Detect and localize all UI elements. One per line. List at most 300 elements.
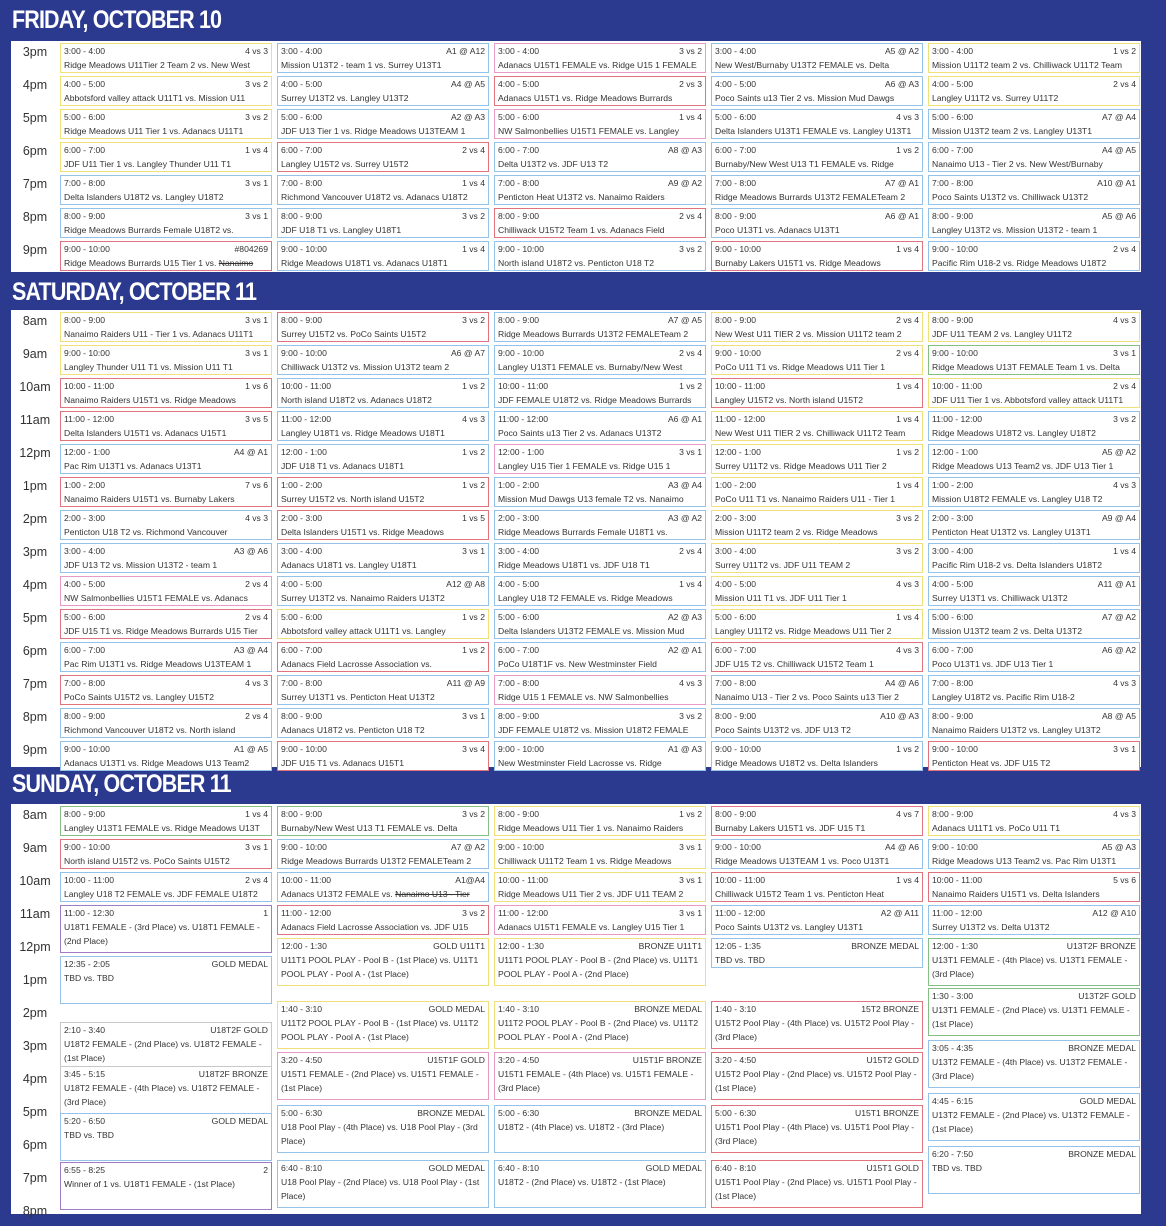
game-header	[64, 906, 268, 920]
game-description: Adanacs U13T1 vs. Ridge Meadows U13 Team2	[64, 758, 250, 768]
game-time: 4:45 - 6:15	[932, 1096, 974, 1106]
game-header	[498, 676, 702, 690]
game-description: JDF U15 T1 vs. Adanacs U15T1	[281, 758, 405, 768]
game-matchup-code: A8 @ A3	[667, 145, 702, 155]
game-cell	[277, 444, 489, 474]
game-teams	[932, 1003, 1136, 1031]
game-teams	[715, 223, 919, 237]
game-teams	[715, 1120, 919, 1148]
game-header	[281, 1053, 485, 1067]
game-header	[64, 143, 268, 157]
game-description: Adanacs Field Lacrosse Association vs. JDF U15	[281, 922, 469, 932]
game-header	[498, 478, 702, 492]
game-description: Winner of 1 vs. U18T1 FEMALE - (1st Place)	[64, 1179, 235, 1189]
game-teams	[64, 525, 268, 539]
game-time: 10:00 - 11:00	[281, 875, 332, 885]
game-description: U15T1 FEMALE - (2nd Place) vs. U15T1 FEMALE - (1st Place)	[281, 1069, 479, 1093]
game-cell	[277, 543, 489, 573]
game-time: 3:00 - 4:00	[64, 46, 106, 56]
game-matchup-code: A6 @ A2	[1101, 645, 1136, 655]
time-label: 6pm	[22, 1138, 48, 1152]
game-header	[64, 709, 268, 723]
game-cell	[928, 576, 1140, 606]
game-header	[715, 478, 919, 492]
time-label: 4pm	[22, 1072, 48, 1086]
game-description: Adanacs U15T1 FEMALE vs. Langley U15 Tier 1	[498, 922, 685, 932]
game-cell	[60, 872, 272, 902]
game-description: Ridge Meadows U11 Tier 1 vs. Nanaimo Raiders	[498, 823, 684, 833]
game-teams	[715, 91, 919, 105]
game-cell	[928, 175, 1140, 205]
time-label: 8pm	[22, 1204, 48, 1218]
game-matchup-code: 3 vs 2	[245, 79, 268, 89]
game-teams	[498, 690, 702, 704]
game-description: PoCo U18T1F vs. New Westminster Field	[498, 659, 657, 669]
game-matchup-code: 4 vs 3	[1113, 678, 1136, 688]
game-header	[932, 544, 1136, 558]
game-teams	[64, 756, 268, 770]
game-teams	[932, 124, 1136, 138]
game-teams	[715, 591, 919, 605]
game-header	[932, 1147, 1136, 1161]
game-time: 3:00 - 4:00	[498, 46, 540, 56]
game-description: NW Salmonbellies U15T1 FEMALE vs. Langley	[498, 126, 680, 136]
game-header	[498, 143, 702, 157]
game-cell	[711, 241, 923, 271]
game-cell	[928, 378, 1140, 408]
game-time: 8:00 - 9:00	[715, 711, 757, 721]
game-header	[715, 906, 919, 920]
game-teams	[64, 256, 268, 270]
game-teams	[64, 971, 268, 985]
game-description: Langley U15 Tier 1 FEMALE vs. Ridge U15 1	[498, 461, 671, 471]
game-matchup-code: 4 vs 3	[896, 645, 919, 655]
game-teams	[281, 1120, 485, 1148]
game-description: Adanacs U18T2 vs. Penticton U18 T2	[281, 725, 425, 735]
game-time: 11:00 - 12:30	[64, 908, 115, 918]
game-teams	[64, 854, 268, 868]
game-teams	[715, 1175, 919, 1203]
game-header	[498, 209, 702, 223]
game-cell	[277, 208, 489, 238]
game-time: 2:00 - 3:00	[498, 513, 540, 523]
game-header	[64, 1114, 268, 1128]
game-time: 8:00 - 9:00	[498, 711, 540, 721]
game-description: Ridge Meadows U13TEAM 1 vs. Poco U13T1	[715, 856, 890, 866]
game-teams	[932, 657, 1136, 671]
game-description: Adanacs U15T1 vs. Ridge Meadows Burrards	[498, 93, 673, 103]
game-cell	[277, 839, 489, 869]
game-cell	[494, 905, 706, 935]
game-cell	[928, 312, 1140, 342]
game-teams	[281, 723, 485, 737]
game-description: Adanacs U13T2 FEMALE vs.	[281, 889, 396, 899]
game-matchup-code: 3 vs 2	[1113, 414, 1136, 424]
game-cell	[711, 208, 923, 238]
game-teams	[498, 1067, 702, 1095]
game-matchup-code: A11 @ A9	[446, 678, 485, 688]
game-header	[715, 346, 919, 360]
game-header	[64, 610, 268, 624]
game-matchup-code: 4 vs 3	[896, 112, 919, 122]
game-teams	[498, 426, 702, 440]
game-cell	[928, 806, 1140, 836]
game-header	[498, 1002, 702, 1016]
game-teams	[932, 887, 1136, 901]
game-time: 9:00 - 10:00	[64, 244, 110, 254]
game-header	[715, 313, 919, 327]
game-cell	[711, 675, 923, 705]
game-cell	[494, 576, 706, 606]
game-description: Poco U13T1 vs. Adanacs U13T1	[715, 225, 840, 235]
game-header	[64, 511, 268, 525]
game-matchup-code: U15T1F GOLD	[427, 1055, 485, 1065]
struck-text: Nanaimo U13 - Tier	[395, 889, 470, 899]
game-cell	[711, 444, 923, 474]
game-time: 4:00 - 5:00	[281, 579, 323, 589]
game-time: 6:40 - 8:10	[281, 1163, 323, 1173]
game-description: Adanacs Field Lacrosse Association vs.	[281, 659, 432, 669]
game-description: Delta Islanders U15T1 vs. Adanacs U15T1	[64, 428, 227, 438]
game-matchup-code: 1 vs 4	[896, 875, 919, 885]
game-teams	[932, 360, 1136, 374]
game-cell	[494, 411, 706, 441]
game-teams	[498, 723, 702, 737]
game-teams	[64, 624, 268, 638]
game-header	[281, 610, 485, 624]
game-cell	[277, 142, 489, 172]
game-time: 5:00 - 6:00	[64, 112, 106, 122]
game-matchup-code: BRONZE MEDAL	[1068, 1149, 1136, 1159]
game-description: Delta Islanders U18T2 vs. Langley U18T2	[64, 192, 224, 202]
game-description: Surrey U15T2 vs. PoCo Saints U15T2	[281, 329, 427, 339]
game-header	[64, 445, 268, 459]
game-description: Ridge Meadows U18T2 vs. Delta Islanders	[715, 758, 878, 768]
time-label: 4pm	[22, 78, 48, 92]
game-teams	[281, 459, 485, 473]
game-description: Burnaby Lakers U15T1 vs. JDF U15 T1	[715, 823, 866, 833]
game-time: 12:00 - 1:00	[281, 447, 327, 457]
game-teams	[932, 327, 1136, 341]
game-matchup-code: 3 vs 1	[245, 178, 268, 188]
game-description: Poco U13T1 vs. JDF U13 Tier 1	[932, 659, 1054, 669]
time-label: 4pm	[22, 578, 48, 592]
game-header	[64, 577, 268, 591]
game-matchup-code: 2 vs 4	[462, 145, 485, 155]
game-time: 7:00 - 8:00	[715, 178, 757, 188]
game-header	[498, 577, 702, 591]
game-time: 12:35 - 2:05	[64, 959, 110, 969]
game-header	[715, 445, 919, 459]
game-time: 12:00 - 1:00	[498, 447, 544, 457]
game-cell	[60, 345, 272, 375]
game-time: 7:00 - 8:00	[498, 178, 540, 188]
game-header	[281, 840, 485, 854]
game-header	[498, 77, 702, 91]
game-matchup-code: 1 vs 2	[896, 744, 919, 754]
game-teams	[715, 124, 919, 138]
game-teams	[932, 821, 1136, 835]
day-panel	[11, 310, 1141, 767]
game-matchup-code: A6 @ A7	[450, 348, 485, 358]
game-matchup-code: 1 vs 4	[245, 809, 268, 819]
game-teams	[932, 223, 1136, 237]
game-header	[281, 242, 485, 256]
game-teams	[281, 157, 485, 171]
game-time: 9:00 - 10:00	[715, 348, 761, 358]
game-header	[498, 412, 702, 426]
game-time: 9:00 - 10:00	[932, 348, 978, 358]
game-description: Burnaby Lakers U15T1 vs. Ridge Meadows	[715, 258, 881, 268]
game-teams	[715, 1067, 919, 1095]
game-time: 3:00 - 4:00	[281, 546, 323, 556]
game-matchup-code: 3 vs 5	[245, 414, 268, 424]
game-time: 8:00 - 9:00	[281, 315, 323, 325]
game-description: Chilliwack U13T2 vs. Mission U13T2 team 2	[281, 362, 450, 372]
game-matchup-code: 3 vs 2	[245, 112, 268, 122]
game-header	[281, 44, 485, 58]
game-teams	[932, 157, 1136, 171]
game-cell	[928, 510, 1140, 540]
game-time: 11:00 - 12:00	[932, 414, 983, 424]
game-description: Adanacs U15T1 FEMALE vs. Ridge U15 1 FEMALE	[498, 60, 697, 70]
game-description: New West U11 TIER 2 vs. Chilliwack U11T2 Team	[715, 428, 906, 438]
game-matchup-code: 3 vs 1	[679, 842, 702, 852]
game-cell	[711, 543, 923, 573]
game-description: Adanacs U18T1 vs. Langley U18T1	[281, 560, 417, 570]
game-cell	[928, 905, 1140, 935]
game-cell	[928, 411, 1140, 441]
time-label: 8pm	[22, 210, 48, 224]
game-cell	[60, 411, 272, 441]
game-teams	[281, 223, 485, 237]
game-teams	[281, 690, 485, 704]
game-cell	[711, 477, 923, 507]
game-cell	[711, 175, 923, 205]
game-header	[932, 44, 1136, 58]
game-cell	[60, 1022, 272, 1070]
game-matchup-code: A7 @ A1	[884, 178, 919, 188]
game-teams	[932, 756, 1136, 770]
game-cell	[60, 43, 272, 73]
time-label: 5pm	[22, 611, 48, 625]
game-time: 9:00 - 10:00	[281, 348, 327, 358]
game-cell	[494, 477, 706, 507]
game-teams	[932, 920, 1136, 934]
game-description: Delta Islanders U13T2 FEMALE vs. Mission Mud	[498, 626, 685, 636]
game-header	[64, 873, 268, 887]
game-cell	[494, 938, 706, 986]
game-cell	[494, 741, 706, 771]
time-label: 6pm	[22, 144, 48, 158]
game-teams	[932, 525, 1136, 539]
game-teams	[64, 1128, 268, 1142]
game-header	[932, 110, 1136, 124]
game-cell	[494, 1160, 706, 1208]
game-description: U15T2 Pool Play - (2nd Place) vs. U15T2 Pool Play - (1st Place)	[715, 1069, 917, 1093]
game-matchup-code: 2 vs 4	[1113, 244, 1136, 254]
time-label: 1pm	[22, 973, 48, 987]
game-matchup-code: 4 vs 3	[245, 513, 268, 523]
game-time: 12:05 - 1:35	[715, 941, 761, 951]
game-cell	[60, 609, 272, 639]
game-header	[498, 445, 702, 459]
game-cell	[928, 609, 1140, 639]
game-matchup-code: 3 vs 2	[462, 809, 485, 819]
game-description: Nanaimo U13 - Tier 2 vs. New West/Burnaby	[932, 159, 1103, 169]
game-matchup-code: A12 @ A8	[446, 579, 485, 589]
game-matchup-code: 3 vs 1	[1113, 348, 1136, 358]
game-description: Poco Saints U13T2 vs. JDF U13 T2	[715, 725, 851, 735]
game-time: 6:00 - 7:00	[715, 645, 757, 655]
game-cell	[928, 1040, 1140, 1088]
game-cell	[494, 872, 706, 902]
game-matchup-code: 3 vs 1	[245, 211, 268, 221]
game-cell	[711, 938, 923, 968]
game-description: Surrey U15T2 vs. North island U15T2	[281, 494, 425, 504]
game-header	[715, 77, 919, 91]
game-matchup-code: A1@A4	[455, 875, 485, 885]
game-time: 7:00 - 8:00	[281, 178, 323, 188]
game-header	[498, 840, 702, 854]
game-cell	[277, 477, 489, 507]
game-teams	[64, 920, 268, 948]
game-description: JDF FEMALE U18T2 vs. Ridge Meadows Burrards	[498, 395, 692, 405]
struck-text: Nanaimo	[218, 258, 254, 268]
game-description: Mission U13T2 team 2 vs. Delta U13T2	[932, 626, 1082, 636]
game-header	[932, 445, 1136, 459]
game-time: 11:00 - 12:00	[932, 908, 983, 918]
game-teams	[498, 821, 702, 835]
game-time: 6:40 - 8:10	[498, 1163, 540, 1173]
game-teams	[64, 223, 268, 237]
game-cell	[494, 444, 706, 474]
game-description: Ridge Meadows U18T1 vs. JDF U18 T1	[498, 560, 650, 570]
game-teams	[715, 887, 919, 901]
game-teams	[498, 854, 702, 868]
game-cell	[60, 241, 272, 271]
game-description: Ridge Meadows U11 Tier 2 vs. JDF U11 TEAM 2	[498, 889, 684, 899]
game-teams	[281, 1016, 485, 1044]
game-matchup-code: 1 vs 4	[245, 145, 268, 155]
game-cell	[60, 444, 272, 474]
game-matchup-code: A4 @ A1	[233, 447, 268, 457]
game-description: JDF FEMALE U18T2 vs. Mission U18T2 FEMALE	[498, 725, 689, 735]
game-time: 8:00 - 9:00	[498, 315, 540, 325]
game-time: 5:00 - 6:00	[64, 612, 106, 622]
game-cell	[60, 576, 272, 606]
game-matchup-code: 1 vs 2	[679, 381, 702, 391]
game-time: 7:00 - 8:00	[932, 178, 974, 188]
game-cell	[494, 642, 706, 672]
game-cell	[60, 1066, 272, 1114]
game-description: PoCo Saints U15T2 vs. Langley U15T2	[64, 692, 214, 702]
game-matchup-code: 3 vs 2	[679, 711, 702, 721]
game-matchup-code: #804269	[234, 244, 268, 254]
game-time: 1:00 - 2:00	[281, 480, 323, 490]
game-header	[64, 209, 268, 223]
game-cell	[494, 43, 706, 73]
game-matchup-code: 1 vs 2	[679, 809, 702, 819]
game-description: U18T2 - (2nd Place) vs. U18T2 - (1st Place)	[498, 1177, 666, 1187]
game-teams	[932, 1055, 1136, 1083]
game-header	[281, 1161, 485, 1175]
game-header	[64, 346, 268, 360]
game-header	[932, 143, 1136, 157]
game-matchup-code: A1 @ A5	[233, 744, 268, 754]
time-label: 5pm	[22, 111, 48, 125]
game-cell	[711, 708, 923, 738]
game-teams	[64, 591, 268, 605]
game-header	[498, 1106, 702, 1120]
game-time: 9:00 - 10:00	[932, 244, 978, 254]
game-time: 5:00 - 6:30	[281, 1108, 323, 1118]
game-matchup-code: 2 vs 4	[896, 315, 919, 325]
game-matchup-code: A6 @ A1	[667, 414, 702, 424]
game-time: 8:00 - 9:00	[932, 315, 974, 325]
game-time: 8:00 - 9:00	[715, 211, 757, 221]
game-teams	[64, 157, 268, 171]
game-teams	[64, 657, 268, 671]
game-description: Chilliwack U11T2 Team 1 vs. Ridge Meadows	[498, 856, 672, 866]
game-time: 9:00 - 10:00	[64, 348, 110, 358]
game-time: 8:00 - 9:00	[64, 315, 106, 325]
game-time: 9:00 - 10:00	[932, 744, 978, 754]
game-header	[715, 709, 919, 723]
game-header	[498, 44, 702, 58]
game-time: 1:30 - 3:00	[932, 991, 974, 1001]
game-time: 8:00 - 9:00	[64, 211, 106, 221]
game-header	[498, 873, 702, 887]
game-time: 1:40 - 3:10	[281, 1004, 323, 1014]
game-description: Pacific Rim U18-2 vs. Delta Islanders U18T2	[932, 560, 1103, 570]
game-description: Langley U11T2 vs. Surrey U11T2	[932, 93, 1059, 103]
game-teams	[64, 723, 268, 737]
game-header	[281, 807, 485, 821]
game-description: North island U15T2 vs. PoCo Saints U15T2	[64, 856, 230, 866]
game-header	[281, 742, 485, 756]
game-matchup-code: 3 vs 2	[679, 46, 702, 56]
time-label: 3pm	[22, 1039, 48, 1053]
game-description: New Westminster Field Lacrosse vs. Ridge	[498, 758, 662, 768]
game-teams	[64, 393, 268, 407]
game-header	[64, 110, 268, 124]
game-time: 7:00 - 8:00	[64, 678, 106, 688]
game-time: 7:00 - 8:00	[715, 678, 757, 688]
game-cell	[928, 345, 1140, 375]
time-label: 9am	[22, 347, 48, 361]
game-teams	[498, 459, 702, 473]
game-matchup-code: 7 vs 6	[245, 480, 268, 490]
game-matchup-code: A4 @ A6	[884, 678, 919, 688]
game-cell	[711, 411, 923, 441]
time-label: 9am	[22, 841, 48, 855]
game-description: Mission Mud Dawgs U13 female T2 vs. Nanaimo	[498, 494, 684, 504]
game-cell	[928, 1146, 1140, 1194]
game-matchup-code: 1 vs 6	[245, 381, 268, 391]
game-cell	[60, 1113, 272, 1161]
game-teams	[281, 190, 485, 204]
game-time: 7:00 - 8:00	[281, 678, 323, 688]
game-cell	[60, 905, 272, 953]
game-header	[932, 1041, 1136, 1055]
game-description: Richmond Vancouver U18T2 vs. North island	[64, 725, 236, 735]
game-teams	[498, 1175, 702, 1189]
game-teams	[498, 953, 702, 981]
game-cell	[494, 109, 706, 139]
game-matchup-code: 1 vs 5	[462, 513, 485, 523]
time-label: 8am	[22, 808, 48, 822]
